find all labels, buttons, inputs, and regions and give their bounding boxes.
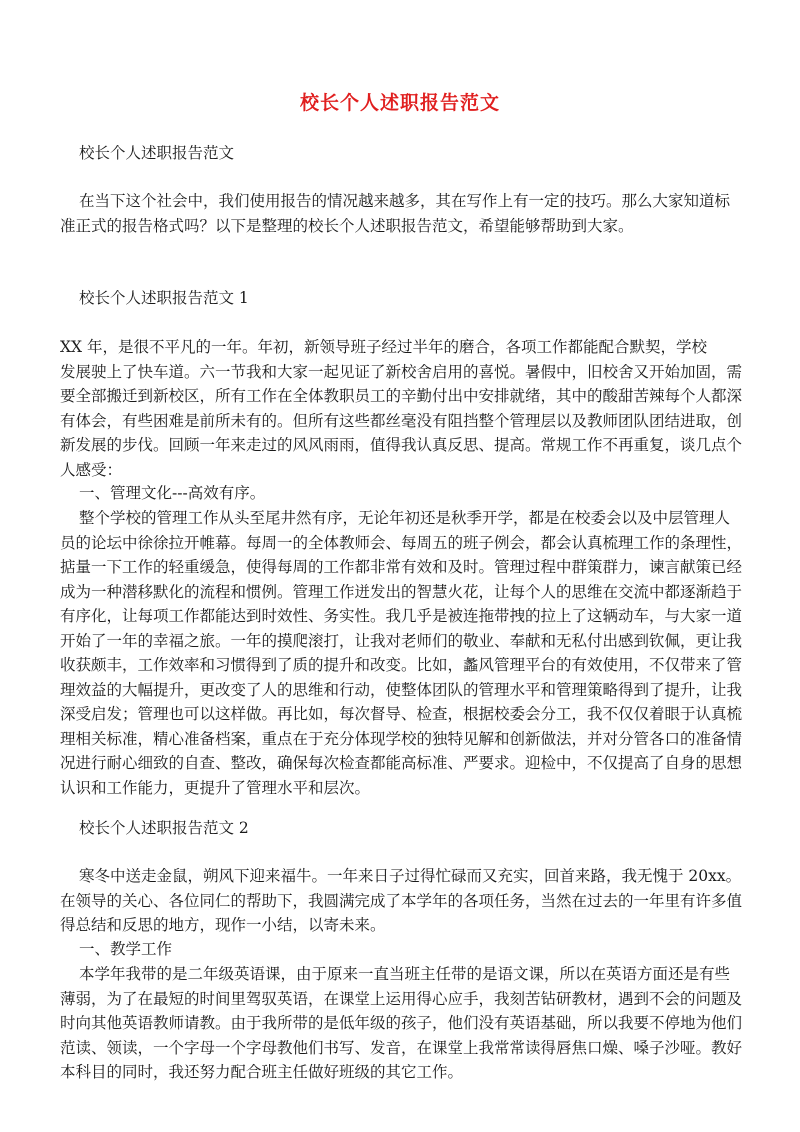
paragraph-line: 成为一种潜移默化的流程和惯例。管理工作迸发出的智慧火花，让每个人的思维在交流中都逐渐趋于 bbox=[60, 582, 743, 601]
paragraph-line: 在领导的关心、各位同仁的帮助下，我圆满完成了本学年的各项任务，当然在过去的一年里有许多值 bbox=[60, 891, 743, 910]
paragraph-line: 要全部搬迁到新校区，所有工作在全体教职员工的辛勤付出中安排就绪，其中的酸甜苦辣每个人都深 bbox=[60, 387, 743, 405]
paragraph-line: 范读、领读，一个字母一个字母教他们书写、发音，在课堂上我常常读得唇焦口燥、嗓子沙哑。教好 bbox=[60, 1038, 743, 1057]
paragraph-line: 本科目的同时，我还努力配合班主任做好班级的其它工作。 bbox=[60, 1063, 464, 1081]
paragraph-line: 有体会，有些困难是前所未有的。但所有这些都丝毫没有阻挡整个管理层以及教师团队团结进取，创 bbox=[60, 411, 743, 430]
section1-paragraph-2 bbox=[60, 506, 764, 800]
paragraph-line: 得总结和反思的地方，现作一小结，以寄未来。 bbox=[60, 916, 386, 934]
paragraph-line: 认识和工作能力，更提升了管理水平和层次。 bbox=[60, 778, 371, 797]
paragraph-line: 掂量一下工作的轻重缓急，使得每周的工作都非常有效和及时。管理过程中群策群力，谏言献策已经 bbox=[60, 558, 743, 576]
section1-heading: 校长个人述职报告范文 1 bbox=[79, 289, 249, 307]
paragraph-line: 收获颇丰，工作效率和习惯得到了质的提升和改变。比如，蠡风管理平台的有效使用，不仅带来了管 bbox=[60, 656, 743, 674]
paragraph-line: 本学年我带的是二年级英语课，由于原来一直当班主任带的是语文课，所以在英语方面还是有些 bbox=[79, 965, 731, 983]
paragraph-line: 理效益的大幅提升，更改变了人的思维和行动，使整体团队的管理水平和管理策略得到了提升，让我 bbox=[60, 680, 743, 699]
section2-subheading: 一、教学工作 bbox=[79, 940, 173, 958]
paragraph-line: 整个学校的管理工作从头至尾井然有序，无论年初还是秋季开学，都是在校委会以及中层管理人 bbox=[79, 509, 731, 527]
paragraph-line: 理相关标准，精心准备档案，重点在于充分体现学校的独特见解和创新做法，并对分管各口的准备情 bbox=[60, 729, 743, 748]
paragraph-line: 人感受： bbox=[60, 460, 123, 479]
paragraph-line: 新发展的步伐。回顾一年来走过的风风雨雨，值得我认真反思、提高。常规工作不再重复，谈几点个 bbox=[60, 436, 743, 454]
paragraph-line: 况进行耐心细致的自查、整改，确保每次检查都能高标准、严要求。迎检中，不仅提高了自身的思想 bbox=[60, 754, 743, 772]
paragraph-line: 员的论坛中徐徐拉开帷幕。每周一的全体教师会、每周五的班子例会，都会认真梳理工作的条理性， bbox=[60, 533, 743, 552]
document-title: 校长个人述职报告范文 bbox=[299, 92, 500, 114]
intro-line: 在当下这个社会中，我们使用报告的情况越来越多，其在写作上有一定的技巧。那么大家知道标 bbox=[79, 192, 731, 210]
paragraph-line: XX 年，是很不平凡的一年。年初，新领导班子经过半年的磨合，各项工作都能配合默契，学校 bbox=[60, 338, 707, 356]
paragraph-line: 时向其他英语教师请教。由于我所带的是低年级的孩子，他们没有英语基础，所以我要不停地为他们 bbox=[60, 1014, 743, 1032]
document-subtitle: 校长个人述职报告范文 bbox=[79, 144, 235, 162]
section1-subheading: 一、管理文化---高效有序。 bbox=[79, 484, 266, 502]
paragraph-line: 深受启发；管理也可以这样做。再比如，每次督导、检查，根据校委会分工，我不仅仅着眼于认真梳 bbox=[60, 705, 743, 723]
paragraph-line: 有序化，让每项工作都能达到时效性、务实性。我几乎是被连拖带拽的拉上了这辆动车，与大家一道 bbox=[60, 607, 743, 625]
paragraph-line: 发展驶上了快车道。六一节我和大家一起见证了新校舍启用的喜悦。暑假中，旧校舍又开始加固，需 bbox=[60, 362, 743, 381]
section2-paragraph-1 bbox=[60, 864, 764, 938]
section2-heading: 校长个人述职报告范文 2 bbox=[79, 819, 249, 837]
paragraph-line: 开始了一年的幸福之旅。一年的摸爬滚打，让我对老师们的敬业、奉献和无私付出感到钦佩，更让我 bbox=[60, 631, 743, 650]
section2-paragraph-2 bbox=[60, 962, 764, 1085]
intro-line: 准正式的报告格式吗？以下是整理的校长个人述职报告范文，希望能够帮助到大家。 bbox=[60, 216, 634, 235]
paragraph-line: 薄弱，为了在最短的时间里驾驭英语，在课堂上运用得心应手，我刻苦钻研教材，遇到不会的问题及 bbox=[60, 989, 743, 1008]
section1-paragraph-1 bbox=[60, 335, 764, 482]
paragraph-line: 寒冬中送走金鼠，朔风下迎来福牛。一年来日子过得忙碌而又充实，回首来路，我无愧于 20xx。 bbox=[79, 867, 742, 885]
intro-paragraph bbox=[60, 189, 764, 238]
